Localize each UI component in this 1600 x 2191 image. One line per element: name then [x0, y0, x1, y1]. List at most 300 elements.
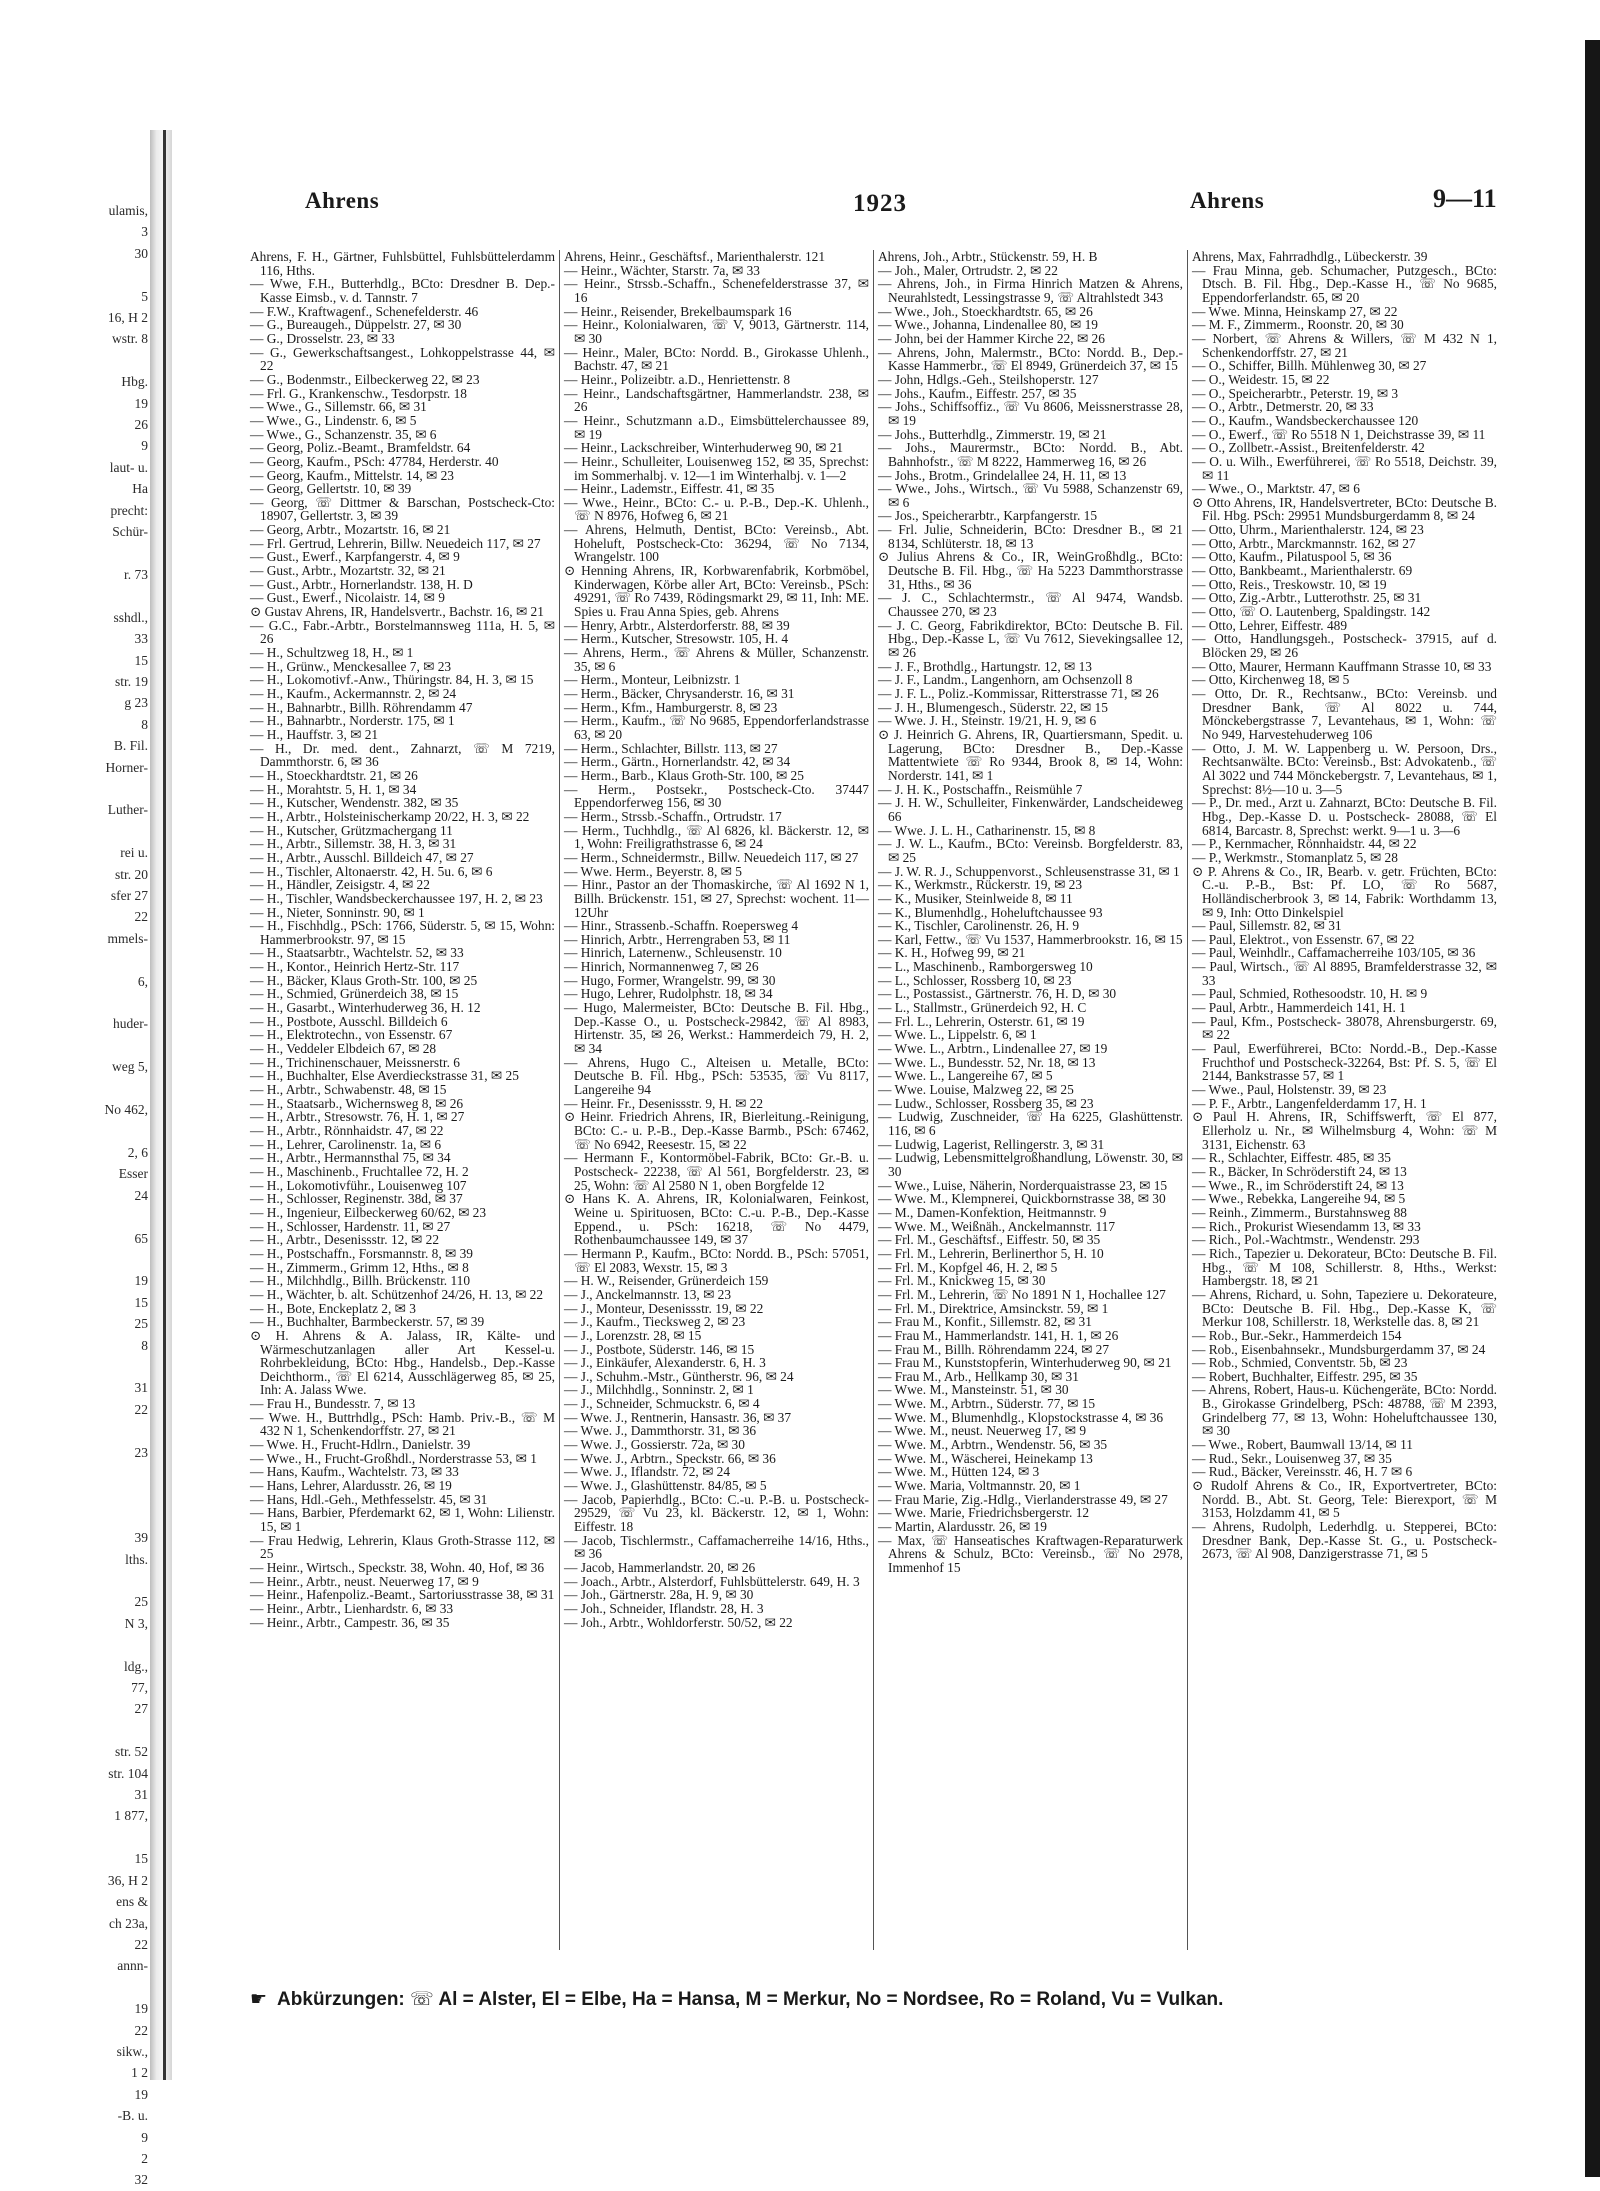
directory-entry: — Frl. L., Lehrerin, Osterstr. 61, ✉ 19 — [878, 1013, 1085, 1029]
directory-entry: — H., Ingenieur, Eilbeckerweg 60/62, ✉ 23 — [250, 1204, 487, 1220]
strip-line: lths. — [125, 1551, 148, 1567]
abbreviations-footer — [250, 1988, 1540, 2011]
directory-entry: — Paul, Elektrot., von Essenstr. 67, ✉ 22 — [1192, 931, 1415, 947]
directory-entry: — H., Lokomotivf.-Anw., Thüringstr. 84, H. 3, ✉ 15 — [250, 672, 534, 688]
strip-line — [0, 1206, 148, 1227]
directory-entry: — H., Schmied, Grünerdeich 38, ✉ 15 — [250, 986, 459, 1002]
strip-line: ens & — [116, 1894, 148, 1910]
directory-entry: — Wwe., Johs., Wirtsch., ☏ Vu 5988, Schanzenstr 69, ✉ 6 — [878, 481, 1183, 510]
directory-entry: — Jacob, Papierhdlg., BCto: C.-u. P.-B. u. Postscheck- 29529, ☏ Vu 23, kl. Bäckerstr. 12, ✉ 1, Wohn: Eiffestr. 18 — [564, 1491, 869, 1535]
directory-entry: — K., Tischler, Carolinenstr. 26, H. 9 — [878, 918, 1080, 934]
strip-line: 19 — [134, 2086, 148, 2102]
directory-entry: — Joh., Arbtr., Wohldorferstr. 50/52, ✉ 22 — [564, 1614, 793, 1630]
directory-entry: — Wwe., Luise, Näherin, Norderquaistrasse 23, ✉ 15 — [878, 1177, 1168, 1193]
directory-entry: — L., Schlosser, Rossberg 10, ✉ 23 — [878, 972, 1072, 988]
directory-entry: — Wwe. H., Buttrhdlg., PSch: Hamb. Priv.-B., ☏ M 432 N 1, Schenkendorffstr. 27, ✉ 21 — [250, 1409, 555, 1439]
directory-entry: — Wwe. M., Weißnäh., Anckelmannstr. 117 — [878, 1218, 1116, 1234]
directory-entry: — H., Lehrer, Carolinenstr. 1a, ✉ 6 — [250, 1136, 442, 1152]
directory-entry: — Martin, Alardusstr. 26, ✉ 19 — [878, 1519, 1047, 1535]
directory-entry: — Heinr., Maler, BCto: Nordd. B., Girokasse Uhlenh., Bachstr. 47, ✉ 21 — [564, 344, 869, 374]
directory-entry: — Jos., Speicherarbtr., Karpfangerstr. 15 — [878, 508, 1098, 524]
directory-entry: — Wwe. J., Gossierstr. 72a, ✉ 30 — [564, 1437, 745, 1453]
column-rule — [873, 250, 874, 1950]
strip-line: sikw., — [116, 2043, 148, 2059]
directory-entry: — J., Anckelmannstr. 13, ✉ 23 — [564, 1286, 732, 1302]
directory-entry: — P. F., Arbtr., Langenfelderdamm 17, H. 1 — [1192, 1095, 1427, 1111]
strip-line — [0, 1078, 148, 1099]
header-right-word: Ahrens — [1190, 188, 1265, 213]
column-4 — [1192, 250, 1497, 1950]
directory-entry: — Joh., Gärtnerstr. 28a, H. 9, ✉ 30 — [564, 1587, 754, 1603]
directory-entry: — K., Blumenhdlg., Hoheluftchaussee 93 — [878, 904, 1103, 920]
directory-entry: — Frau M., Konfit., Sillemstr. 82, ✉ 31 — [878, 1314, 1092, 1330]
strip-line: str. 19 — [114, 673, 148, 689]
strip-line: 77, — [131, 1680, 148, 1696]
directory-entry: — Ludwig, Zuschneider, ☏ Ha 6225, Glashüttenstr. 116, ✉ 6 — [878, 1109, 1183, 1138]
directory-entry: ⊙ Gustav Ahrens, IR, Handelsvertr., Bachstr. 16, ✉ 21 — [250, 604, 544, 620]
directory-entry: — Rud., Bäcker, Vereinsstr. 46, H. 7 ✉ 6 — [1192, 1464, 1413, 1480]
directory-entry: — Paul, Sillemstr. 82, ✉ 31 — [1192, 918, 1342, 934]
directory-entry: — J. C., Schlachtermstr., ☏ Al 9474, Wandsb. Chaussee 270, ✉ 23 — [878, 590, 1183, 620]
strip-line: sshdl., — [113, 609, 148, 625]
directory-entry: — Paul, Arbtr., Hammerdeich 141, H. 1 — [1192, 1000, 1406, 1016]
directory-entry: — H., Schultzweg 18, H., ✉ 1 — [250, 645, 414, 661]
directory-entry: — Rich., Prokurist Wiesendamm 13, ✉ 33 — [1192, 1218, 1421, 1234]
directory-entry: — H., Tischler, Wandsbeckerchaussee 197, H. 2, ✉ 23 — [250, 890, 543, 906]
directory-entry: — H., Kutscher, Wendenstr. 382, ✉ 35 — [250, 795, 459, 811]
header-left-word: Ahrens — [305, 188, 380, 213]
strip-line — [0, 1120, 148, 1141]
strip-line: 24 — [134, 1187, 148, 1203]
directory-entry: — J. W. L., Kaufm., BCto: Vereinsb. Borgfelderstr. 83, ✉ 25 — [878, 836, 1183, 865]
strip-line: 3 — [141, 224, 148, 240]
directory-entry: — Herm., Strssb.-Schaffn., Ortrudstr. 17 — [564, 808, 782, 824]
directory-entry: — Heinr., Lademstr., Eiffestr. 41, ✉ 35 — [564, 481, 775, 497]
strip-line: 16, H 2 — [107, 310, 148, 326]
directory-entry: — H., Händler, Zeisigstr. 4, ✉ 22 — [250, 877, 430, 893]
directory-entry: — H., Arbtr., Stresowstr. 76, H. 1, ✉ 27 — [250, 1109, 465, 1125]
strip-line: 39 — [134, 1530, 148, 1546]
directory-entry: — Herm., Kutscher, Stresowstr. 105, H. 4 — [564, 631, 789, 647]
directory-entry: — Wwe. J., Rentnerin, Hansastr. 36, ✉ 37 — [564, 1409, 792, 1425]
directory-entry: — Frl. M., Lehrerin, ☏ No 1891 N 1, Hochallee 127 — [878, 1286, 1166, 1302]
directory-entry: — Heinr. Fr., Desenissstr. 9, H. ✉ 22 — [564, 1095, 764, 1111]
strip-line: rei u. — [120, 845, 148, 861]
directory-entry: — Ludwig, Lebensmittelgroßhandlung, Löwenstr. 30, ✉ 30 — [878, 1150, 1183, 1179]
strip-line: 32 — [134, 2172, 148, 2188]
directory-entry: — Otto, ☏ O. Lautenberg, Spaldingstr. 142 — [1192, 604, 1431, 620]
directory-entry: — Wwe., H., Frucht-Großhdl., Norderstrasse 53, ✉ 1 — [250, 1450, 537, 1466]
strip-line: 65 — [134, 1230, 148, 1246]
strip-line: 8 — [141, 716, 148, 732]
directory-entry: — H., Bäcker, Klaus Groth-Str. 100, ✉ 25 — [250, 972, 478, 988]
directory-entry: — H., Hauffstr. 3, ✉ 21 — [250, 726, 379, 742]
column-2 — [564, 250, 869, 1950]
directory-entry: — Hinr., Pastor an der Thomaskirche, ☏ Al 1692 N 1, Billh. Brückenstr. 151, ✉ 27, Sprechst: wochent. 11—12Uhr — [564, 877, 869, 920]
strip-line — [0, 1570, 148, 1591]
directory-entry: — Frl. Gertrud, Lehrerin, Billw. Neuedeich 117, ✉ 27 — [250, 535, 541, 551]
directory-entry: — Heinr., Kolonialwaren, ☏ V, 9013, Gärtnerstr. 114, ✉ 30 — [564, 317, 869, 346]
directory-entry: — J., Schuhm.-Mstr., Güntherstr. 96, ✉ 24 — [564, 1368, 794, 1384]
strip-line: 31 — [134, 1787, 148, 1803]
strip-line: str. 52 — [114, 1744, 148, 1760]
directory-entry: — Gust., Arbtr., Mozartstr. 32, ✉ 21 — [250, 563, 446, 579]
directory-entry: — Wwe. Louise, Malzweg 22, ✉ 25 — [878, 1082, 1074, 1098]
directory-entry: — Wwe., Joh., Stoeckhardtstr. 65, ✉ 26 — [878, 303, 1093, 319]
directory-entry: — H., Arbtr., Hermannsthal 75, ✉ 34 — [250, 1150, 451, 1166]
directory-entry: — Hugo, Former, Wrangelstr. 99, ✉ 30 — [564, 972, 776, 988]
strip-line — [0, 1035, 148, 1056]
strip-line — [0, 949, 148, 970]
directory-entry: Ahrens, F. H., Gärtner, Fuhlsbüttel, Fuhlsbüttelerdamm 116, Hths. — [250, 249, 555, 278]
strip-line: 19 — [134, 395, 148, 411]
directory-entry: — Otto, Bankbeamt., Marienthalerstr. 69 — [1192, 563, 1413, 579]
strip-line: Horner- — [105, 759, 148, 775]
directory-entry: — Frau M., Billh. Röhrendamm 224, ✉ 27 — [878, 1341, 1110, 1357]
directory-entry: — H., Staatsarbtr., Wachtelstr. 52, ✉ 33 — [250, 945, 464, 961]
directory-entry: — Hans, Hdl.-Geh., Methfesselstr. 45, ✉ 31 — [250, 1491, 488, 1507]
directory-entry: — Wwe. M., Arbtrn., Wendenstr. 56, ✉ 35 — [878, 1437, 1108, 1453]
directory-entry: — Wwe. Marie, Friedrichsbergerstr. 12 — [878, 1505, 1090, 1521]
strip-line — [0, 992, 148, 1013]
directory-entry: — Ahrens, Hugo C., Alteisen u. Metalle, BCto: Deutsche B. Fil. Hbg., PSch: 53535, ☏ Vu 8117, Langereihe 94 — [564, 1054, 869, 1098]
directory-entry: — Hinrich, Laternenw., Schleusenstr. 10 — [564, 945, 782, 961]
directory-entry: — Joach., Arbtr., Alsterdorf, Fuhlsbüttelerstr. 649, H. 3 — [564, 1573, 860, 1589]
directory-entry: — H., Lokomotivführ., Louisenweg 107 — [250, 1177, 467, 1193]
directory-entry: — Wwe. J., Glashüttenstr. 84/85, ✉ 5 — [564, 1478, 767, 1494]
strip-line: str. 20 — [114, 866, 148, 882]
directory-entry: — Wwe., G., Schanzenstr. 35, ✉ 6 — [250, 426, 437, 442]
directory-entry: — Hugo, Lehrer, Rudolphstr. 18, ✉ 34 — [564, 986, 773, 1002]
directory-entry: — Hermann P., Kaufm., BCto: Nordd. B., PSch: 57051, ☏ El 2083, Wexstr. 15, ✉ 3 — [564, 1245, 869, 1275]
strip-line: mmels- — [107, 930, 148, 946]
directory-entry: — H., Kaufm., Ackermannstr. 2, ✉ 24 — [250, 686, 457, 701]
directory-entry: — L., Postassist., Gärtnerstr. 76, H. D, ✉ 30 — [878, 986, 1117, 1002]
strip-line: 9 — [141, 2129, 148, 2145]
directory-entry: — Frau H., Bundesstr. 7, ✉ 13 — [250, 1396, 416, 1412]
directory-entry: — Heinr., Schutzmann a.D., Eimsbüttelerchaussee 89, ✉ 19 — [564, 412, 869, 442]
strip-line: 27 — [134, 1701, 148, 1717]
directory-entry: — H., Arbtr., Rönnhaidstr. 47, ✉ 22 — [250, 1123, 444, 1138]
strip-line: 6, — [137, 973, 148, 989]
strip-line: wstr. 8 — [111, 331, 148, 347]
directory-entry: — J., Monteur, Desenissstr. 19, ✉ 22 — [564, 1300, 764, 1316]
directory-entry: — Herm., Bäcker, Chrysanderstr. 16, ✉ 31 — [564, 686, 795, 701]
directory-entry: — Herm., Kfm., Hamburgerstr. 8, ✉ 23 — [564, 699, 778, 715]
directory-entry: — Gust., Ewerf., Nicolaistr. 14, ✉ 9 — [250, 590, 445, 606]
strip-line — [0, 543, 148, 564]
scan-edge — [1585, 40, 1600, 2177]
directory-entry: — Otto, Reis., Treskowstr. 10, ✉ 19 — [1192, 576, 1387, 592]
directory-entry: — M. F., Zimmerm., Roonstr. 20, ✉ 30 — [1192, 317, 1404, 333]
directory-entry: — Reinh., Zimmerm., Burstahnsweg 88 — [1192, 1204, 1407, 1220]
directory-entry: — Wwe., Johanna, Lindenallee 80, ✉ 19 — [878, 317, 1098, 333]
directory-entry: — Frau Hedwig, Lehrerin, Klaus Groth-Strasse 112, ✉ 25 — [250, 1532, 555, 1562]
directory-entry: — Heinr., Lackschreiber, Winterhuderweg 90, ✉ 21 — [564, 440, 844, 456]
book-gutter — [150, 130, 172, 2080]
directory-entry: — Rob., Bur.-Sekr., Hammerdeich 154 — [1192, 1327, 1402, 1343]
directory-entry: — H., Arbtr., Schwabenstr. 48, ✉ 15 — [250, 1082, 447, 1098]
directory-entry: — Herm., Barb., Klaus Groth-Str. 100, ✉ 25 — [564, 767, 804, 783]
directory-entry: — Wwe. L., Lippelstr. 6, ✉ 1 — [878, 1027, 1037, 1043]
directory-entry: — H., Bote, Enckeplatz 2, ✉ 3 — [250, 1300, 416, 1316]
directory-entry: — H., Postbote, Ausschl. Billdeich 6 — [250, 1013, 448, 1029]
strip-line: 25 — [134, 1316, 148, 1332]
directory-entry: — Herm., Schlachter, Billstr. 113, ✉ 27 — [564, 740, 778, 756]
directory-entry: — J., Postbote, Süderstr. 146, ✉ 15 — [564, 1341, 755, 1357]
directory-entry: — H., Tischler, Altonaerstr. 42, H. 5u. 6, ✉ 6 — [250, 863, 493, 879]
directory-entry: — Heinr., Strssb.-Schaffn., Schenefelderstrasse 37, ✉ 16 — [564, 276, 869, 305]
directory-entry: — Otto, Lehrer, Eiffestr. 489 — [1192, 617, 1348, 633]
directory-entry: — H., Stoeckhardtstr. 21, ✉ 26 — [250, 767, 418, 783]
directory-entry: — J., Schneider, Schmuckstr. 6, ✉ 4 — [564, 1396, 760, 1412]
directory-entry: — O., Speicherarbtr., Peterstr. 19, ✉ 3 — [1192, 385, 1399, 401]
directory-entry: — H., Elektrotechn., von Essenstr. 67 — [250, 1027, 453, 1043]
directory-entry: — H., Buchhalter, Else Averdieckstrasse 31, ✉ 25 — [250, 1068, 519, 1084]
directory-entry: — O., Schiffer, Billh. Mühlenweg 30, ✉ 27 — [1192, 358, 1427, 374]
strip-line — [0, 585, 148, 606]
directory-entry: — John, bei der Hammer Kirche 22, ✉ 26 — [878, 330, 1105, 346]
directory-entry: — H., Kontor., Heinrich Hertz-Str. 117 — [250, 959, 460, 975]
directory-entry: — H., Veddeler Elbdeich 67, ✉ 28 — [250, 1041, 437, 1057]
strip-line: 26 — [134, 417, 148, 433]
directory-entry: — Jacob, Tischlermstr., Caffamacherreihe 14/16, Hths., ✉ 36 — [564, 1532, 869, 1562]
strip-line: 22 — [134, 1936, 148, 1952]
directory-entry: — Wwe. H., Frucht-Hdlrn., Danielstr. 39 — [250, 1437, 471, 1453]
directory-entry: — H., Morahtstr. 5, H. 1, ✉ 34 — [250, 781, 417, 797]
strip-line — [0, 778, 148, 799]
strip-line: Esser — [118, 1166, 148, 1182]
directory-entry: — H., Zimmerm., Grimm 12, Hths., ✉ 8 — [250, 1259, 469, 1275]
strip-line: 19 — [134, 1273, 148, 1289]
directory-entry: — Heinr., Hafenpoliz.-Beamt., Sartoriusstrasse 38, ✉ 31 — [250, 1587, 555, 1603]
directory-entry: — Wwe. L., Arbtrn., Lindenallee 27, ✉ 19 — [878, 1041, 1108, 1057]
directory-entry: — Frau Marie, Zig.-Hdlg., Vierlanderstrasse 49, ✉ 27 — [878, 1491, 1168, 1507]
directory-entry: — H., Arbtr., Desenissstr. 12, ✉ 22 — [250, 1232, 440, 1248]
directory-entry: — Ahrens, Joh., in Firma Hinrich Matzen & Ahrens, Neurahlstedt, Lessingstrasse 9, ☏ Altrahlstedt 343 — [878, 276, 1183, 305]
strip-line: ch 23a, — [109, 1915, 148, 1931]
directory-entry: — H., Arbtr., Ausschl. Billdeich 47, ✉ 27 — [250, 849, 474, 865]
directory-entry: — Otto, Kirchenweg 18, ✉ 5 — [1192, 672, 1350, 688]
directory-entry: — John, Hdlgs.-Geh., Steilshoperstr. 127 — [878, 371, 1099, 387]
directory-entry: — Herm., Postsekr., Postscheck-Cto. 37447 Eppendorferweg 156, ✉ 30 — [564, 781, 869, 811]
directory-entry: — J. F., Brothdlg., Hartungstr. 12, ✉ 13 — [878, 658, 1092, 674]
directory-entry: — O., Arbtr., Detmerstr. 20, ✉ 33 — [1192, 399, 1374, 415]
directory-entry: — J., Einkäufer, Alexanderstr. 6, H. 3 — [564, 1355, 766, 1371]
directory-entry: — H., Staatsarb., Wichernsweg 8, ✉ 26 — [250, 1095, 464, 1111]
directory-entry: — Hinrich, Arbtr., Herrengraben 53, ✉ 11 — [564, 931, 791, 947]
directory-entry: — Rud., Sekr., Louisenweg 37, ✉ 35 — [1192, 1450, 1392, 1466]
strip-line: 8 — [141, 1337, 148, 1353]
column-rule — [559, 250, 560, 1950]
directory-entry: — Paul, Wirtsch., ☏ Al 8895, Bramfelderstrasse 32, ✉ 33 — [1192, 959, 1497, 988]
directory-entry: — J. H., Blumengesch., Süderstr. 22, ✉ 15 — [878, 699, 1108, 715]
directory-entry: — Gust., Ewerf., Karpfangerstr. 4, ✉ 9 — [250, 549, 460, 565]
directory-entry: — Wwe. M., Wäscherei, Heinekamp 13 — [878, 1450, 1093, 1466]
directory-entry: — Heinr., Reisender, Brekelbaumspark 16 — [564, 303, 792, 319]
directory-entry: — P., Kernmacher, Rönnhaidstr. 44, ✉ 22 — [1192, 836, 1417, 852]
directory-entry: — G., Gewerkschaftsangest., Lohkoppelstrasse 44, ✉ 22 — [250, 344, 555, 374]
directory-entry: — Wwe., O., Marktstr. 47, ✉ 6 — [1192, 481, 1360, 497]
strip-line: 22 — [134, 1401, 148, 1417]
strip-line: precht: — [110, 502, 148, 518]
directory-entry: — M., Damen-Konfektion, Heitmannstr. 9 — [878, 1204, 1107, 1220]
directory-entry: — Wwe. J. H., Steinstr. 19/21, H. 9, ✉ 6 — [878, 713, 1097, 729]
strip-line: ulamis, — [108, 203, 148, 218]
directory-entry: — Wwe., Paul, Holstenstr. 39, ✉ 23 — [1192, 1082, 1387, 1098]
directory-entry: — J. C. Georg, Fabrikdirektor, BCto: Deutsche B. Fil. Hbg., Dep.-Kasse L, ☏ Vu 7612, Sievekingsallee 12, ✉ 26 — [878, 617, 1183, 661]
directory-entry: — Wwe. J., Dammthorstr. 31, ✉ 36 — [564, 1423, 757, 1439]
directory-entry: — Johs., Kaufm., Eiffestr. 257, ✉ 35 — [878, 385, 1077, 401]
directory-entry: — Johs., Maurermstr., BCto: Nordd. B., Abt. Bahnhofstr., ☏ M 8222, Hammerweg 16, ✉ 26 — [878, 440, 1183, 469]
page-header — [190, 150, 1540, 217]
directory-entry: — Frau M., Arb., Hellkamp 30, ✉ 31 — [878, 1368, 1079, 1384]
directory-entry: — Herm., Kaufm., ☏ No 9685, Eppendorferlandstrasse 63, ✉ 20 — [564, 713, 869, 742]
directory-entry: — Paul, Weinhdlr., Caffamacherreihe 103/105, ✉ 36 — [1192, 945, 1476, 961]
directory-entry: — Hinrich, Normannenweg 7, ✉ 26 — [564, 959, 759, 975]
directory-entry: — Ahrens, Helmuth, Dentist, BCto: Vereinsb., Abt. Hoheluft, Postscheck-Cto: 36294, ☏ No 7134, Wrangelstr. 100 — [564, 522, 869, 565]
directory-entry: — H., Arbtr., Sillemstr. 38, H. 3, ✉ 31 — [250, 836, 457, 852]
directory-entry: — Heinr., Arbtr., Campestr. 36, ✉ 35 — [250, 1614, 450, 1630]
directory-entry: — Wwe. J. L. H., Catharinenstr. 15, ✉ 8 — [878, 822, 1096, 838]
directory-entry: — Herm., Monteur, Leibnizstr. 1 — [564, 672, 741, 688]
directory-entry: — J., Lorenzstr. 28, ✉ 15 — [564, 1327, 702, 1343]
strip-line — [0, 1356, 148, 1377]
directory-entry: ⊙ Rudolf Ahrens & Co., IR, Exportvertreter, BCto: Nordd. B., Abt. St. Georg, Tele: Bierexport, ☏ M 3153, Holzdamm 41, ✉ 5 — [1192, 1478, 1497, 1521]
directory-entry: — H., Wächter, b. alt. Schützenhof 24/26, H. 13, ✉ 22 — [250, 1286, 544, 1302]
strip-line: Schür- — [112, 524, 148, 540]
directory-entry: — Wwe. Maria, Voltmannstr. 20, ✉ 1 — [878, 1478, 1081, 1494]
directory-entry: — Herm., Tuchhdlg., ☏ Al 6826, kl. Bäckerstr. 12, ✉ 1, Wohn: Freiligrathstrasse 6, ✉ 24 — [564, 822, 869, 852]
strip-line: 22 — [134, 909, 148, 925]
directory-entry: — R., Schlachter, Eiffestr. 485, ✉ 35 — [1192, 1150, 1391, 1166]
strip-line — [0, 821, 148, 842]
strip-line — [0, 1484, 148, 1505]
strip-line — [0, 1827, 148, 1848]
directory-entry: — H., Trichinenschauer, Meissnerstr. 6 — [250, 1054, 460, 1070]
directory-entry: — Paul, Schmied, Rothesoodstr. 10, H. ✉ 9 — [1192, 986, 1428, 1002]
directory-entry: — G., Drosselstr. 23, ✉ 33 — [250, 330, 395, 346]
directory-entry: — Frl. Julie, Schneiderin, BCto: Dresdner B., ✉ 21 8134, Schlüterstr. 18, ✉ 13 — [878, 522, 1183, 551]
strip-line: 5 — [141, 288, 148, 304]
directory-entry: — Ludw., Schlosser, Rossberg 35, ✉ 23 — [878, 1095, 1094, 1111]
strip-line — [0, 1463, 148, 1484]
strip-line: 1 877, — [114, 1808, 148, 1824]
strip-line — [0, 1249, 148, 1270]
directory-entry: — Jacob, Hammerlandstr. 20, ✉ 26 — [564, 1560, 756, 1575]
directory-entry: — Otto, Zig.-Arbtr., Lutterothstr. 25, ✉ 31 — [1192, 590, 1422, 606]
directory-entry: — L., Stallmstr., Grünerdeich 92, H. C — [878, 1000, 1087, 1016]
directory-entry: — Ahrens, Rudolph, Lederhdlg. u. Stepperei, BCto: Dresdner Bank, Dep.-Kasse St. G., u. Postscheck- 2673, ☏ Al 908, Danzigerstrasse 71, ✉ 5 — [1192, 1519, 1497, 1562]
gutter-line — [163, 130, 166, 2080]
directory-entry: — H., Milchhdlg., Billh. Brückenstr. 110 — [250, 1273, 471, 1289]
directory-entry: — Heinr., Arbtr., Lienhardstr. 6, ✉ 33 — [250, 1600, 454, 1616]
strip-line: 2, 6 — [127, 1144, 148, 1160]
directory-entry: — Rich., Pol.-Wachtmstr., Wendenstr. 293 — [1192, 1232, 1420, 1248]
column-3 — [878, 250, 1183, 1950]
strip-line: N 3, — [124, 1615, 148, 1631]
directory-entry: — Frl. M., Geschäftsf., Eiffestr. 50, ✉ 35 — [878, 1232, 1101, 1248]
directory-entry: — Georg, Kaufm., PSch: 47784, Herderstr. 40 — [250, 453, 499, 469]
strip-line: ldg., — [123, 1658, 148, 1674]
directory-entry: — Heinr., Wächter, Starstr. 7a, ✉ 33 — [564, 262, 760, 278]
strip-line: annn- — [117, 1958, 148, 1974]
directory-entry: — H., Fischhdlg., PSch: 1766, Süderstr. 5, ✉ 15, Wohn: Hammerbrookstr. 97, ✉ 15 — [250, 918, 555, 947]
directory-entry: — G.C., Fabr.-Arbtr., Borstelmannsweg 111a, H. 5, ✉ 26 — [250, 617, 555, 647]
directory-entry: — Frl. M., Knickweg 15, ✉ 30 — [878, 1273, 1046, 1289]
directory-entry: — J. H. K., Postschaffn., Reismühle 7 — [878, 781, 1083, 797]
directory-entry: ⊙ Henning Ahrens, IR, Korbwarenfabrik, Korbmöbel, Kinderwagen, Körbe aller Art, BCto: Vereinsb., PSch: 49291, ☏ Ro 7439, Rödingsmarkt 29, ✉ 11, Inh: ME. Spies u. Frau Anna Spies, geb. Ahrens — [564, 563, 869, 620]
directory-entry: — Otto, J. M. W. Lappenberg u. W. Persoon, Drs., Rechtsanwälte. BCto: Vereinsb., Bst: Advokatenb., ☏ Al 3022 und 744 Mönckebergstr. 7, Levantehaus, ✉ 1, Sprechst: 8½—10 u. 3—5 — [1192, 740, 1497, 797]
directory-entry: — Rob., Schmied, Conventstr. 5b, ✉ 23 — [1192, 1355, 1408, 1371]
directory-entry: — Max, ☏ Hanseatisches Kraftwagen-Reparaturwerk Ahrens & Schulz, BCto: Vereinsb., ☏ No 2978, Immenhof 15 — [878, 1532, 1183, 1575]
directory-entry: — Wwe. Minna, Heinskamp 27, ✉ 22 — [1192, 303, 1398, 319]
directory-entry: — Johs., Schiffsoffiz., ☏ Vu 8606, Meissnerstrasse 28, ✉ 19 — [878, 399, 1183, 428]
directory-entry: — Frau M., Kunststopferin, Winterhuderweg 90, ✉ 21 — [878, 1355, 1172, 1371]
directory-entry: — K., Musiker, Steinlweide 8, ✉ 11 — [878, 890, 1073, 906]
directory-entry: — Georg, Poliz.-Beamt., Bramfeldstr. 64 — [250, 440, 471, 456]
strip-line — [0, 1634, 148, 1655]
directory-entry: ⊙ Paul H. Ahrens, IR, Schiffswerft, ☏ El 877, Ellerholz u. Nr., ✉ Wilhelmsburg 4, Wohn: ☏ M 3131, Eichenstr. 63 — [1192, 1109, 1497, 1152]
directory-entry: — J., Milchhdlg., Sonninstr. 2, ✉ 1 — [564, 1382, 754, 1398]
directory-entry: Ahrens, Heinr., Geschäftsf., Marienthalerstr. 121 — [564, 249, 826, 264]
directory-entry: — O., Kaufm., Wandsbeckerchaussee 120 — [1192, 412, 1419, 428]
directory-entry: — Wwe., Rebekka, Langereihe 94, ✉ 5 — [1192, 1191, 1406, 1207]
directory-entry: — Wwe. M., Arbtrn., Süderstr. 77, ✉ 15 — [878, 1396, 1096, 1412]
directory-entry: — Ludwig, Lagerist, Rellingerstr. 3, ✉ 31 — [878, 1136, 1105, 1152]
directory-entry: — Frl. M., Direktrice, Amsinckstr. 59, ✉ 1 — [878, 1300, 1109, 1316]
directory-entry: — G., Bodenmstr., Eilbeckerweg 22, ✉ 23 — [250, 371, 480, 387]
strip-line: 30 — [134, 245, 148, 261]
directory-entry: — Wwe. L., Bundesstr. 52, Nr. 18, ✉ 13 — [878, 1054, 1096, 1070]
directory-entry: — Wwe., G., Lindenstr. 6, ✉ 5 — [250, 412, 417, 428]
strip-line: weg 5, — [112, 1059, 148, 1075]
directory-entry: — L., Maschinenb., Ramborgersweg 10 — [878, 959, 1093, 975]
directory-entry: — Wwe. L., Langereihe 67, ✉ 5 — [878, 1068, 1053, 1084]
strip-line: laut- u. — [109, 459, 148, 475]
directory-entry: ⊙ H. Ahrens & A. Jalass, IR, Kälte- und Wärmeschutzanlagen aller Art Kessel-u. Rohrbekleidung, BCto: Hbg., Handelsb., Dep.-Kasse Deichthorm., ☏ El 6214, Ausschlägerweg 85, ✉ 25, Inh: A. Jalass Wwe. — [250, 1327, 555, 1398]
directory-entry: — P., Werkmstr., Stomanplatz 5, ✉ 28 — [1192, 849, 1398, 865]
directory-entry: — Wwe., Robert, Baumwall 13/14, ✉ 11 — [1192, 1437, 1413, 1453]
strip-line: sfer 27 — [110, 888, 148, 903]
strip-line: 22 — [134, 2022, 148, 2038]
strip-line: 19 — [134, 2001, 148, 2017]
directory-entry: — Wwe. M., Blumenhdlg., Klopstockstrasse 4, ✉ 36 — [878, 1409, 1164, 1425]
directory-entry: — H., Postschaffn., Forsmannstr. 8, ✉ 39 — [250, 1245, 473, 1261]
directory-entry: ⊙ Hans K. A. Ahrens, IR, Kolonialwaren, Feinkost, Weine u. Spirituosen, BCto: C.-u. P.-B., Dep.-Kasse Eppend., u. PSch: 16218, ☏ No 4479, Rothenbaumchaussee 149, ✉ 37 — [564, 1191, 869, 1248]
directory-entry: — Georg, ☏ Dittmer & Barschan, Postscheck-Cto: 18907, Gellertstr. 3, ✉ 39 — [250, 494, 555, 524]
strip-line — [0, 1506, 148, 1527]
strip-line — [0, 1420, 148, 1441]
pointing-hand-icon: ☛ — [250, 1989, 268, 2010]
directory-entry: — Heinr., Schulleiter, Louisenweg 152, ✉ 35, Sprechst: im Sommerhalbj. v. 12—1 im Winterhalbj. v. 1—2 — [564, 453, 869, 483]
directory-entry: — Wwe. Herm., Beyerstr. 8, ✉ 5 — [564, 863, 742, 879]
directory-entry: — Otto, Handlungsgeh., Postscheck- 37915, auf d. Blöcken 29, ✉ 26 — [1192, 631, 1497, 661]
directory-entry: — Heinr., Wirtsch., Speckstr. 38, Wohn. 40, Hof, ✉ 36 — [250, 1560, 545, 1575]
directory-entry: — Ahrens, John, Malermstr., BCto: Nordd. B., Dep.-Kasse Hammerbr., ☏ El 8949, Grünerdeich 37, ✉ 15 — [878, 344, 1183, 374]
directory-entry: — Robert, Buchhalter, Eiffestr. 295, ✉ 35 — [1192, 1368, 1418, 1384]
directory-entry: — Hugo, Malermeister, BCto: Deutsche B. Fil. Hbg., Dep.-Kasse O., u. Postscheck-29842, ☏ Al 8983, Hirtenstr. 35, ✉ 26, Werkst.: Hammerdeich 79, H. 2, ✉ 34 — [564, 1000, 869, 1057]
directory-entry: — J. W. R. J., Schuppenvorst., Schleusenstrasse 31, ✉ 1 — [878, 863, 1180, 879]
directory-entry: — Rich., Tapezier u. Dekorateur, BCto: Deutsche B. Fil. Hbg., ☏ M 108, Schillerstr. 8, Hths., Werkst: Hambergstr. 18, ✉ 21 — [1192, 1245, 1497, 1289]
strip-line: 1 2 — [131, 2065, 148, 2081]
strip-line — [0, 350, 148, 371]
directory-entry: — Hermann F., Kontormöbel-Fabrik, BCto: Gr.-B. u. Postscheck- 22238, ☏ Al 561, Borgfelderstr. 23, ✉ 25, Wohn: ☏ Al 2580 N 1, oben Borgfelde 12 — [564, 1150, 869, 1193]
strip-line: str. 104 — [108, 1765, 148, 1781]
directory-entry: — Wwe., G., Sillemstr. 66, ✉ 31 — [250, 399, 427, 415]
strip-line: 2 — [141, 2150, 148, 2166]
strip-line: 15 — [134, 1294, 148, 1310]
